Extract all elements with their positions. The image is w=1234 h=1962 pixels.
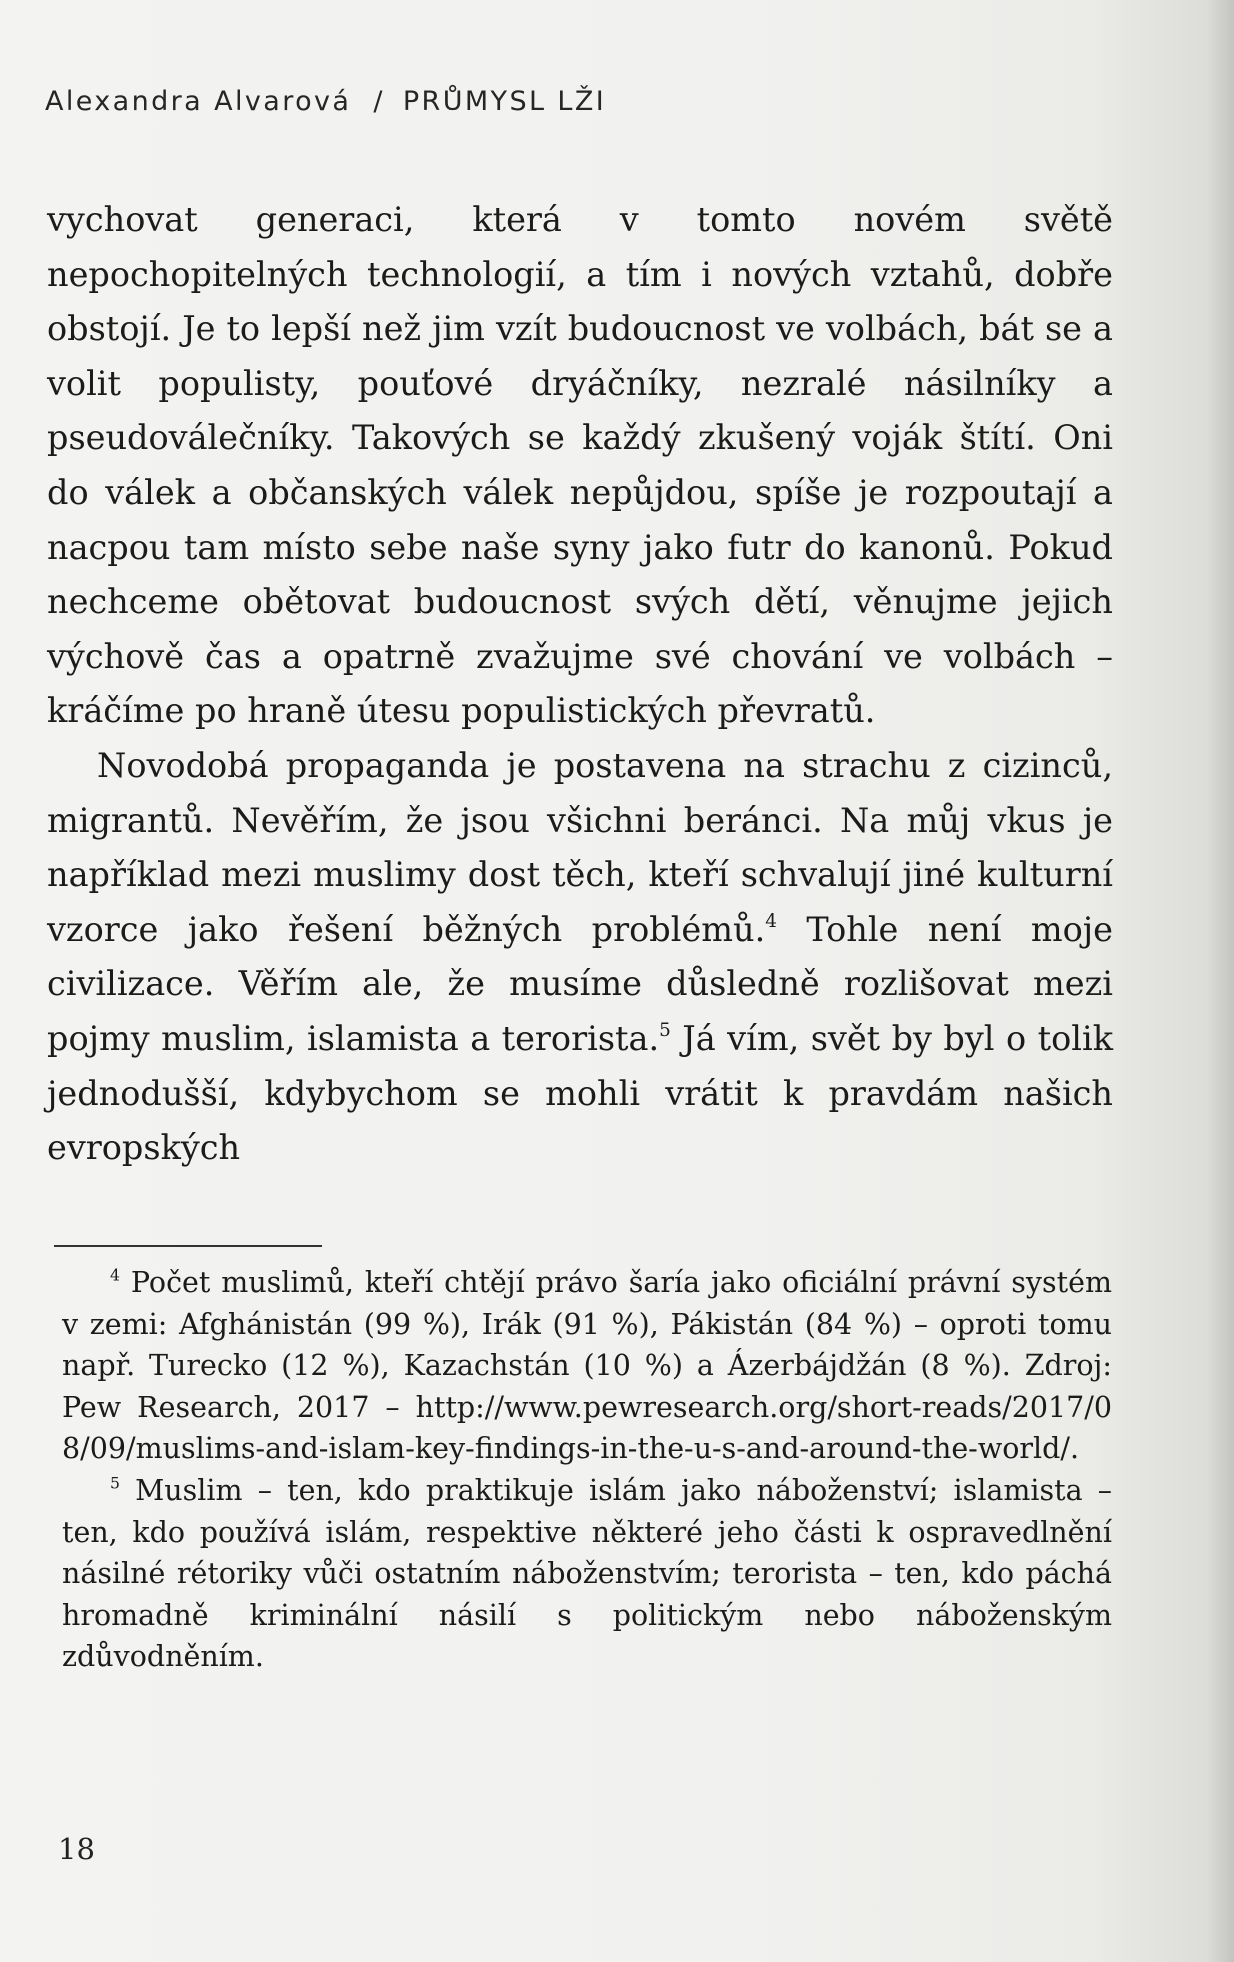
footnote-number: 5 [110, 1473, 120, 1493]
main-text [47, 193, 1113, 1176]
running-header [45, 86, 606, 117]
footnote-reference: 4 [765, 910, 777, 932]
header-author: Alexandra Alvarová [45, 86, 352, 117]
footnote-url: http://www.pewresearch.org/short-reads/2017/08/09/muslims-and-islam-key-findings-in-the-u-s-and-around-the-world/. [62, 1390, 1112, 1466]
paragraph-text: Tohle není moje civilizace. Věřím ale, že musíme důsledně rozlišovat mezi pojmy muslim, islamista a terorista. [47, 909, 1114, 1058]
page-number: 18 [58, 1832, 95, 1866]
footnote-divider [54, 1245, 322, 1247]
footnote-number: 4 [110, 1265, 120, 1285]
paragraph [47, 739, 1113, 1176]
paragraph-text: Novodobá propaganda je postavena na strachu z cizinců, migrantů. Nevěřím, že jsou všichni beránci. Na můj vkus je například mezi muslimy dost těch, kteří schvalují jiné kulturní vzorce jako řešení běžných problémů. [47, 745, 1113, 949]
footnotes [62, 1262, 1112, 1678]
footnote-text: Muslim – ten, kdo praktikuje islám jako náboženství; islamista – ten, kdo používá islám, respektive některé jeho části k ospravedlnění násilné rétoriky vůči ostatním náboženstvím; terorista – ten, kdo páchá hromadně kriminální násilí s politickým nebo náboženským zdůvodněním. [62, 1473, 1112, 1674]
paragraph: vychovat generaci, která v tomto novém světě nepochopitelných technologií, a tím i nových vztahů, dobře obstojí. Je to lepší než jim vzít budoucnost ve volbách, bát se a volit populisty, pouťové dryáčníky, nezralé násilníky a pseudoválečníky. Takových se každý zkušený voják štítí. Oni do válek a občanských válek nepůjdou, spíše je rozpoutají a nacpou tam místo sebe naše syny jako futr do kanonů. Pokud nechceme obětovat budoucnost svých dětí, věnujme jejich výchově čas a opatrně zvažujme své chování ve volbách – kráčíme po hraně útesu populistických převratů. [47, 200, 1113, 731]
footnote-text: Počet muslimů, kteří chtějí právo šaría jako oficiální právní systém v zemi: Afghánistán (99 %), Irák (91 %), Pákistán (84 %) – oproti tomu např. Turecko (12 %), Kazachstán (10 %) a Ázerbájdžán (8 %). Zdroj: Pew Research, 2017 – [62, 1266, 1112, 1424]
footnote [62, 1470, 1112, 1678]
header-book-title: PRŮMYSL LŽI [402, 86, 607, 117]
footnote-reference: 5 [659, 1020, 671, 1042]
paragraph-text: Já vím, svět by byl o tolik jednodušší, kdybychom se mohli vrátit k pravdám našich evropských [47, 1018, 1113, 1168]
footnote [62, 1262, 1112, 1470]
header-separator: / [373, 86, 385, 117]
